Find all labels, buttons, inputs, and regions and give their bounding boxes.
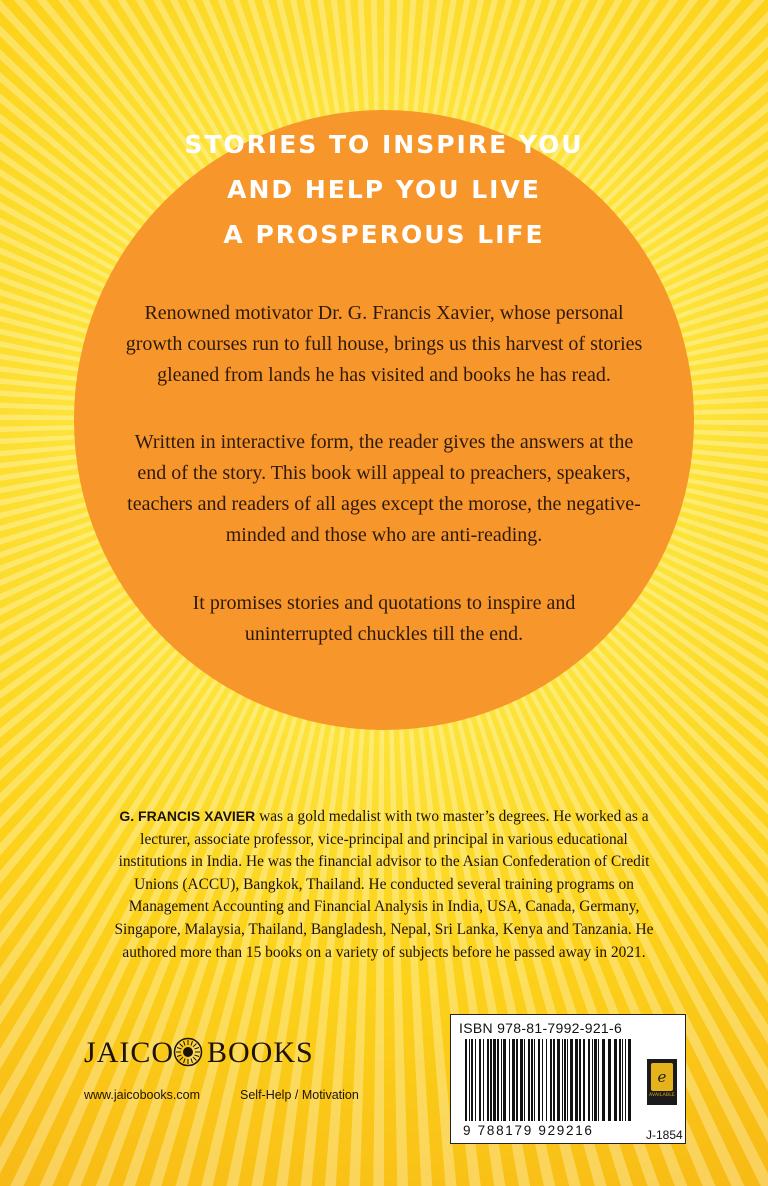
bio-line: Unions (ACCU), Bangkok, Thailand. He conducted several training programs on	[134, 875, 634, 893]
barcode-bar	[562, 1039, 563, 1121]
headline-line-2: AND HELP YOU LIVE	[227, 175, 541, 204]
bio-line: Singapore, Malaysia, Thailand, Bangladesh, Nepal, Sri Lanka, Kenya and Tanzania. He	[114, 920, 654, 938]
barcode-bar	[471, 1039, 473, 1121]
barcode-bar	[602, 1039, 605, 1121]
barcode-bar	[546, 1039, 547, 1121]
blurb-line: end of the story. This book will appeal to preachers, speakers,	[137, 462, 631, 484]
blurb-paragraph-2	[94, 427, 674, 551]
ebook-available-icon	[647, 1059, 677, 1105]
barcode-icon	[459, 1039, 639, 1125]
barcode-bar	[588, 1039, 590, 1121]
barcode-bar	[570, 1039, 573, 1121]
catalog-code: J-1854	[646, 1128, 683, 1142]
barcode-bar	[608, 1039, 611, 1121]
bio-line: authored more than 15 books on a variety of subjects before he passed away in 2021.	[122, 943, 646, 961]
barcode-bar	[583, 1039, 585, 1121]
author-name: G. FRANCIS XAVIER	[119, 808, 256, 824]
publisher-word-books: BOOKS	[207, 1036, 314, 1069]
ebook-available-label: AVAILABLE	[649, 1093, 675, 1098]
barcode-bar	[567, 1039, 568, 1121]
barcode-bar	[531, 1039, 533, 1121]
barcode-bar	[524, 1039, 525, 1121]
barcode-bar	[625, 1039, 626, 1121]
blurb-line: It promises stories and quotations to inspire and	[192, 592, 576, 614]
isbn-number: ISBN 978-81-7992-921-6	[459, 1020, 623, 1036]
publisher-word-jaico: JAICO	[84, 1036, 175, 1069]
bio-line: lecturer, associate professor, vice-principal and principal in various educational	[140, 830, 628, 848]
bio-line: was a gold medalist with two master’s degrees. He worked as a	[255, 808, 649, 825]
barcode-bar	[487, 1039, 489, 1121]
barcode-bar	[512, 1039, 515, 1121]
blurb-line: Renowned motivator Dr. G. Francis Xavier, whose personal	[144, 302, 624, 324]
barcode-bar	[490, 1039, 492, 1121]
barcode-bar	[538, 1039, 540, 1121]
barcode-bar	[501, 1039, 502, 1121]
barcode-bar	[564, 1039, 566, 1121]
barcode-bar	[528, 1039, 530, 1121]
sun-logo-icon	[173, 1037, 203, 1067]
blurb-line: minded and those who are anti-reading.	[225, 524, 543, 546]
barcode-bar	[503, 1039, 506, 1121]
barcode-bar	[598, 1039, 599, 1121]
author-bio	[82, 805, 686, 964]
bio-line: institutions in India. He was the financial advisor to the Asian Confederation of Credit	[118, 853, 650, 871]
barcode-bar	[465, 1039, 467, 1121]
blurb-line: growth courses run to full house, brings us this harvest of stories	[125, 333, 643, 355]
barcode-bar	[520, 1039, 523, 1121]
bio-line: Management Accounting and Financial Analysis in India, USA, Canada, Germany,	[128, 898, 640, 916]
barcode-bar	[475, 1039, 476, 1121]
barcode-bar	[575, 1039, 578, 1121]
barcode-bar	[479, 1039, 481, 1121]
barcode-bar	[534, 1039, 535, 1121]
blurb-paragraph-3	[94, 588, 674, 650]
barcode-bar	[557, 1039, 560, 1121]
barcode-bar	[542, 1039, 543, 1121]
barcode-digits: 9 788179 929216	[463, 1123, 594, 1138]
barcode-bar	[579, 1039, 581, 1121]
barcode-bar	[550, 1039, 552, 1121]
barcode-bar	[497, 1039, 499, 1121]
barcode-bar	[614, 1039, 617, 1121]
book-category: Self-Help / Motivation	[240, 1088, 359, 1102]
barcode-bar	[493, 1039, 496, 1121]
barcode-bar	[619, 1039, 621, 1121]
barcode-bar	[592, 1039, 593, 1121]
barcode-bar	[628, 1039, 631, 1121]
barcode-bar	[622, 1039, 623, 1121]
publisher-website: www.jaicobooks.com	[84, 1088, 201, 1102]
barcode-bar	[516, 1039, 518, 1121]
barcode-bar	[553, 1039, 555, 1121]
headline-line-1: STORIES TO INSPIRE YOU	[184, 130, 584, 159]
blurb-paragraph-1	[94, 298, 674, 391]
ebook-letter: e	[651, 1063, 673, 1091]
barcode-bar	[483, 1039, 484, 1121]
blurb-line: teachers and readers of all ages except the morose, the negative-	[127, 493, 641, 515]
barcode-bar	[469, 1039, 470, 1121]
blurb-line: gleaned from lands he has visited and books he has read.	[157, 364, 611, 386]
barcode-bar	[594, 1039, 597, 1121]
isbn-barcode-panel	[450, 1014, 686, 1144]
headline-line-3: A PROSPEROUS LIFE	[223, 220, 545, 249]
barcode-bar	[509, 1039, 510, 1121]
blurb-line: Written in interactive form, the reader gives the answers at the	[134, 431, 634, 453]
blurb-line: uninterrupted chuckles till the end.	[244, 623, 524, 645]
